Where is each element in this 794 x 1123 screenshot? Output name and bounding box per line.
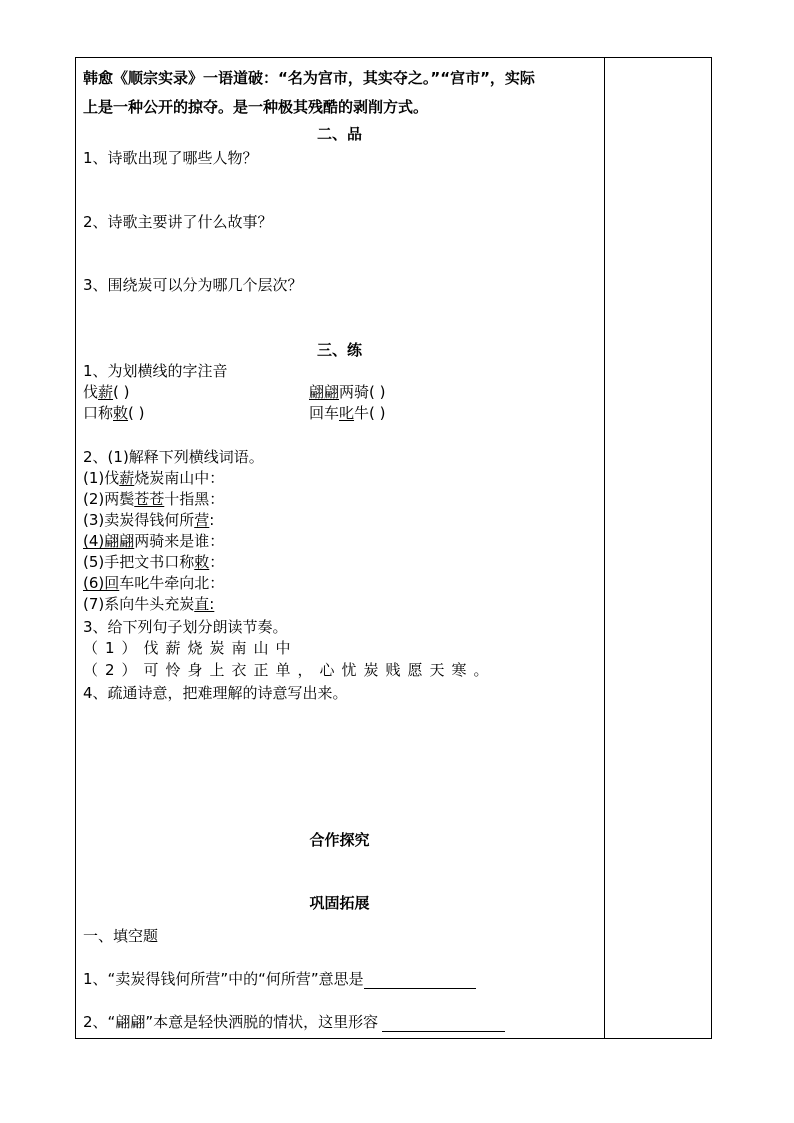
- item-text: 车叱牛牵向北：: [119, 574, 225, 592]
- item-text: (7)系向牛头充炭: [83, 595, 195, 613]
- definition-item: [83, 531, 224, 551]
- item-text: (3)卖炭得钱何所: [83, 511, 195, 529]
- pinyin-blank: ( ): [128, 404, 145, 422]
- item-underlined: 敕: [194, 553, 210, 571]
- answer-blank[interactable]: [364, 972, 476, 989]
- fill-question-2: [83, 1012, 505, 1032]
- item-text: 十指黑：: [164, 490, 225, 508]
- question-3: 3、围绕炭可以分为哪几个层次？: [83, 276, 303, 294]
- item-text: ：: [209, 553, 225, 571]
- item-text: (5)手把文书口称: [83, 553, 195, 571]
- pinyin-item: [309, 382, 386, 402]
- fill-question-text: 2、“翩翩”本意是轻快洒脱的情状，这里形容: [83, 1013, 379, 1031]
- intro-line-2: 上是一种公开的掠夺。是一种极其残酷的剥削方式。: [83, 98, 429, 116]
- definition-item: [83, 510, 214, 530]
- fill-question-1: [83, 969, 476, 989]
- pinyin-blank: ( ): [113, 383, 130, 401]
- question-2: 2、诗歌主要讲了什么故事？: [83, 213, 273, 231]
- item-underlined: 直:: [194, 595, 215, 613]
- pinyin-underlined: 薪: [98, 383, 114, 401]
- item-underlined: (4)翩翩: [83, 532, 135, 550]
- answer-blank[interactable]: [382, 1015, 505, 1032]
- item-underlined: 薪: [119, 469, 135, 487]
- definition-item: [83, 552, 224, 572]
- pinyin-underlined: 翩翩: [309, 383, 340, 401]
- section-title-pin: 二、品: [316, 125, 362, 143]
- pinyin-pre: 伐: [83, 383, 99, 401]
- item-text: 烧炭南山中：: [134, 469, 225, 487]
- intro-line-1: 韩愈《顺宗实录》一语道破：“名为宫市，其实夺之。”“宫市”，实际: [83, 69, 535, 87]
- pinyin-pre: 口称: [83, 404, 114, 422]
- exercise-4-prompt: 4、疏通诗意，把难理解的诗意写出来。: [83, 684, 348, 702]
- item-underlined: 苍苍: [134, 490, 165, 508]
- item-underlined: 营: [194, 511, 210, 529]
- item-text: (1)伐: [83, 469, 120, 487]
- section-title-lian: 三、练: [316, 341, 362, 359]
- item-underlined: (6)回: [83, 574, 120, 592]
- rhythm-sentence-2: （2）可怜身上衣正单，心忧炭贱愿天寒。: [83, 661, 496, 679]
- item-text: 两骑来是谁：: [134, 532, 225, 550]
- pinyin-blank: 两骑( ): [339, 383, 386, 401]
- pinyin-item: [309, 403, 386, 423]
- rhythm-sentence-1: （1）伐薪烧炭南山中: [83, 639, 298, 657]
- pinyin-blank: 牛( ): [354, 404, 386, 422]
- pinyin-underlined: 敕: [113, 404, 129, 422]
- exercise-3-prompt: 3、给下列句子划分朗读节奏。: [83, 618, 288, 636]
- heading-hezuo: 合作探究: [309, 831, 370, 849]
- exercise-2-prompt: 2、(1)解释下列横线词语。: [83, 448, 264, 466]
- question-1: 1、诗歌出现了哪些人物？: [83, 149, 258, 167]
- pinyin-pre: 回车: [309, 404, 340, 422]
- fill-question-text: 1、“卖炭得钱何所营”中的“何所营”意思是: [83, 970, 364, 988]
- definition-item: [83, 573, 224, 593]
- pinyin-item: [83, 382, 130, 402]
- definition-item: [83, 489, 224, 509]
- definition-item: [83, 594, 214, 614]
- fill-section-title: 一、填空题: [83, 927, 159, 945]
- pinyin-underlined: 叱: [339, 404, 355, 422]
- item-text: :: [209, 511, 215, 529]
- column-divider: [604, 57, 605, 1039]
- heading-gonggu: 巩固拓展: [309, 894, 370, 912]
- exercise-1-prompt: 1、为划横线的字注音: [83, 362, 228, 380]
- pinyin-item: [83, 403, 145, 423]
- definition-item: [83, 468, 224, 488]
- item-text: (2)两鬓: [83, 490, 135, 508]
